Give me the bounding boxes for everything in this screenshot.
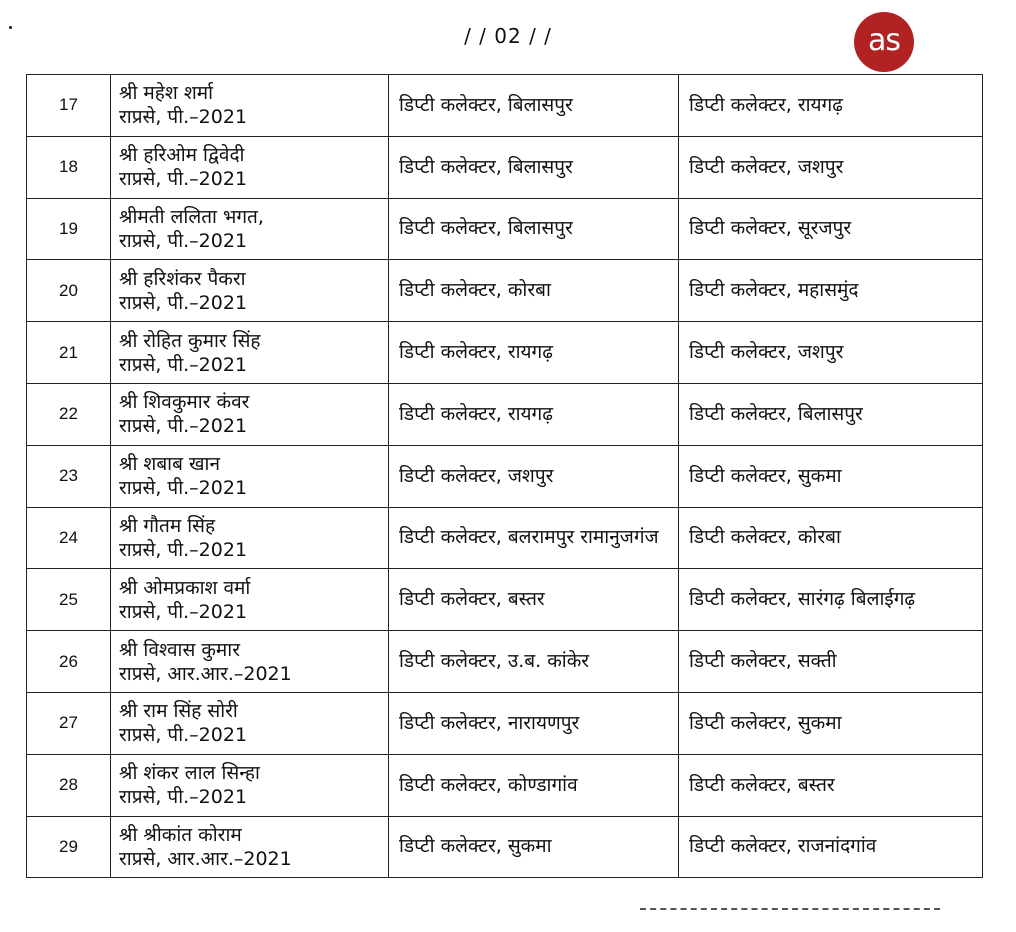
current-posting-cell: डिप्टी कलेक्टर, बिलासपुर (389, 75, 679, 137)
serial-number-cell: 18 (27, 136, 111, 198)
officer-cell (111, 322, 389, 384)
new-posting-cell: डिप्टी कलेक्टर, महासमुंद (679, 260, 983, 322)
current-posting-cell: डिप्टी कलेक्टर, बिलासपुर (389, 136, 679, 198)
new-posting-cell: डिप्टी कलेक्टर, जशपुर (679, 136, 983, 198)
officer-cell (111, 816, 389, 878)
officer-service: राप्रसे, आर.आर.–2021 (119, 847, 292, 870)
table-row (27, 136, 983, 198)
officer-cell (111, 383, 389, 445)
officer-name: श्री श्रीकांत कोराम (119, 823, 242, 846)
officer-cell (111, 198, 389, 260)
officer-name: श्री शबाब खान (119, 453, 220, 476)
serial-number-cell: 21 (27, 322, 111, 384)
officer-cell (111, 631, 389, 693)
officer-service: राप्रसे, पी.–2021 (119, 477, 248, 500)
current-posting-cell: डिप्टी कलेक्टर, जशपुर (389, 445, 679, 507)
officer-service: राप्रसे, पी.–2021 (119, 415, 248, 438)
new-posting-cell: डिप्टी कलेक्टर, बस्तर (679, 754, 983, 816)
current-posting-cell: डिप्टी कलेक्टर, रायगढ़ (389, 322, 679, 384)
as-logo: as (854, 12, 914, 72)
new-posting-cell: डिप्टी कलेक्टर, रायगढ़ (679, 75, 983, 137)
table-row (27, 198, 983, 260)
officer-name: श्री गौतम सिंह (119, 514, 216, 537)
table-row (27, 322, 983, 384)
table-row (27, 754, 983, 816)
current-posting-cell: डिप्टी कलेक्टर, उ.ब. कांकेर (389, 631, 679, 693)
serial-number-cell: 23 (27, 445, 111, 507)
officer-name: श्री हरिशंकर पैकरा (119, 267, 246, 290)
officer-service: राप्रसे, पी.–2021 (119, 353, 248, 376)
new-posting-cell: डिप्टी कलेक्टर, जशपुर (679, 322, 983, 384)
current-posting-cell: डिप्टी कलेक्टर, बस्तर (389, 569, 679, 631)
officer-cell (111, 754, 389, 816)
officer-service: राप्रसे, पी.–2021 (119, 291, 248, 314)
new-posting-cell: डिप्टी कलेक्टर, राजनांदगांव (679, 816, 983, 878)
officer-name: श्री शिवकुमार कंवर (119, 391, 250, 414)
officer-name: श्री महेश शर्मा (119, 82, 214, 105)
officer-service: राप्रसे, पी.–2021 (119, 600, 248, 623)
current-posting-cell: डिप्टी कलेक्टर, रायगढ़ (389, 383, 679, 445)
serial-number-cell: 27 (27, 692, 111, 754)
transfer-table-body (27, 75, 983, 878)
officer-service: राप्रसे, पी.–2021 (119, 786, 248, 809)
serial-number-cell: 25 (27, 569, 111, 631)
officer-cell (111, 507, 389, 569)
officer-service: राप्रसे, पी.–2021 (119, 106, 248, 129)
new-posting-cell: डिप्टी कलेक्टर, सूरजपुर (679, 198, 983, 260)
officer-service: राप्रसे, पी.–2021 (119, 538, 248, 561)
table-row (27, 445, 983, 507)
officer-cell (111, 260, 389, 322)
officer-cell (111, 445, 389, 507)
serial-number-cell: 17 (27, 75, 111, 137)
serial-number-cell: 29 (27, 816, 111, 878)
officer-cell (111, 136, 389, 198)
serial-number-cell: 22 (27, 383, 111, 445)
officer-cell (111, 569, 389, 631)
officer-cell (111, 692, 389, 754)
current-posting-cell: डिप्टी कलेक्टर, बलरामपुर रामानुजगंज (389, 507, 679, 569)
serial-number-cell: 24 (27, 507, 111, 569)
officer-name: श्री विश्वास कुमार (119, 638, 240, 661)
officer-name: श्री राम सिंह सोरी (119, 700, 238, 723)
current-posting-cell: डिप्टी कलेक्टर, नारायणपुर (389, 692, 679, 754)
serial-number-cell: 28 (27, 754, 111, 816)
table-row (27, 260, 983, 322)
current-posting-cell: डिप्टी कलेक्टर, कोरबा (389, 260, 679, 322)
officer-name: श्री रोहित कुमार सिंह (119, 329, 261, 352)
table-row (27, 816, 983, 878)
officer-name: श्रीमती ललिता भगत, (119, 205, 264, 228)
new-posting-cell: डिप्टी कलेक्टर, बिलासपुर (679, 383, 983, 445)
officer-name: श्री शंकर लाल सिन्हा (119, 762, 260, 785)
officer-service: राप्रसे, पी.–2021 (119, 168, 248, 191)
new-posting-cell: डिप्टी कलेक्टर, सुकमा (679, 445, 983, 507)
bottom-scribble (640, 908, 940, 920)
officer-service: राप्रसे, पी.–2021 (119, 724, 248, 747)
current-posting-cell: डिप्टी कलेक्टर, सुकमा (389, 816, 679, 878)
officer-service: राप्रसे, आर.आर.–2021 (119, 662, 292, 685)
page-number: / / 02 / / (464, 24, 552, 48)
serial-number-cell: 20 (27, 260, 111, 322)
new-posting-cell: डिप्टी कलेक्टर, सारंगढ़ बिलाईगढ़ (679, 569, 983, 631)
new-posting-cell: डिप्टी कलेक्टर, कोरबा (679, 507, 983, 569)
new-posting-cell: डिप्टी कलेक्टर, सुकमा (679, 692, 983, 754)
serial-number-cell: 26 (27, 631, 111, 693)
current-posting-cell: डिप्टी कलेक्टर, कोण्डागांव (389, 754, 679, 816)
table-row (27, 507, 983, 569)
table-row (27, 75, 983, 137)
officer-cell (111, 75, 389, 137)
table-row (27, 631, 983, 693)
officer-name: श्री ओमप्रकाश वर्मा (119, 576, 251, 599)
table-row (27, 383, 983, 445)
serial-number-cell: 19 (27, 198, 111, 260)
table-row (27, 569, 983, 631)
transfer-table (26, 74, 983, 878)
table-row (27, 692, 983, 754)
current-posting-cell: डिप्टी कलेक्टर, बिलासपुर (389, 198, 679, 260)
officer-name: श्री हरिओम द्विवेदी (119, 144, 245, 167)
new-posting-cell: डिप्टी कलेक्टर, सक्ती (679, 631, 983, 693)
officer-service: राप्रसे, पी.–2021 (119, 229, 248, 252)
